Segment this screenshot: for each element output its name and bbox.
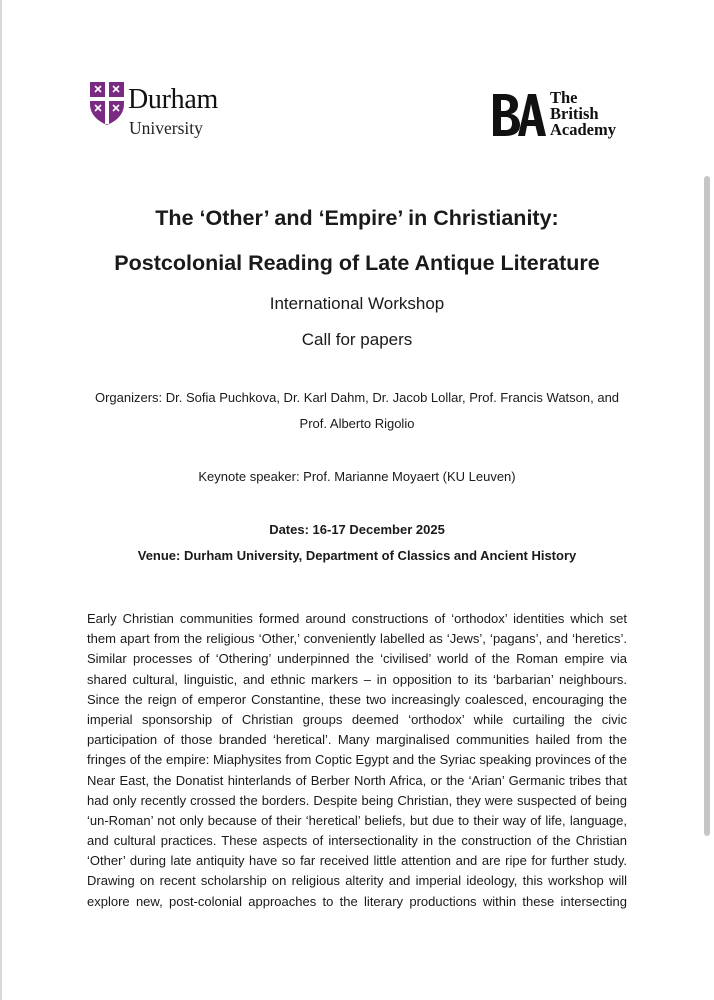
document-title-line2: Postcolonial Reading of Late Antique Literature — [114, 251, 600, 275]
body-line: participation of those branded ‘heretical’. Many marginalised communities hailed from the — [87, 732, 627, 748]
british-academy-logo — [490, 90, 630, 144]
body-line: explore new, post-colonial approaches to the literary productions within these intersecting — [87, 893, 627, 909]
british-academy-line3: Academy — [550, 120, 616, 139]
event-venue: Venue: Durham University, Department of Classics and Ancient History — [137, 548, 577, 563]
body-line: had only recently crossed the borders. Despite being Christian, they were suspected of being — [87, 792, 627, 808]
british-academy-mark-icon — [490, 92, 546, 138]
body-line: shared cultural, linguistic, and ethnic markers – in opposition to its ‘barbarian’ neighbours. — [87, 671, 627, 687]
keynote-speaker: Keynote speaker: Prof. Marianne Moyaert (KU Leuven) — [198, 469, 516, 484]
body-line: Near East, the Donatist hinterlands of Berber North Africa, or the ‘Arian’ Germanic tribes that — [87, 772, 627, 788]
durham-shield-icon — [88, 80, 126, 126]
body-line: imperial sponsorship of Christian groups deemed ‘orthodox’ while curtailing the civic — [87, 711, 627, 727]
durham-logo-name: Durham — [128, 84, 218, 115]
body-line: ‘Other’ during late antiquity have so far received little attention and are ripe for further study. — [87, 853, 627, 869]
event-dates: Dates: 16-17 December 2025 — [269, 522, 445, 537]
body-line: them apart from the religious ‘Other,’ conveniently labelled as ‘Jews’, ‘pagans’, and ‘heretics’. — [87, 631, 627, 647]
british-academy-line1: The — [550, 88, 578, 107]
body-line: ‘un-Roman’ not only because of their ‘heretical’ beliefs, but due to their way of life, language, — [87, 812, 627, 828]
page-edge — [0, 0, 2, 1000]
organizers-line1: Organizers: Dr. Sofia Puchkova, Dr. Karl Dahm, Dr. Jacob Lollar, Prof. Francis Watson, and — [94, 390, 620, 405]
durham-university-logo — [88, 80, 238, 144]
call-for-papers-heading: Call for papers — [301, 330, 413, 349]
body-line: fringes of the empire: Miaphysites from Coptic Egypt and the Syriac speaking provinces of the — [87, 752, 627, 768]
document-title-line1: The ‘Other’ and ‘Empire’ in Christianity: — [155, 206, 559, 230]
body-line: Similar processes of ‘Othering’ underpinned the ‘civilised’ world of the Roman empire via — [87, 651, 627, 667]
organizers-line2: Prof. Alberto Rigolio — [299, 416, 415, 431]
british-academy-line2: British — [550, 104, 599, 123]
body-line: and cultural practices. These aspects of intersectionality in the construction of the Christian — [87, 833, 627, 849]
durham-logo-subtitle: University — [129, 118, 203, 138]
event-type: International Workshop — [269, 294, 445, 313]
body-line: Drawing on recent scholarship on religious alterity and imperial ideology, this workshop will — [87, 873, 627, 889]
body-line: Since the reign of emperor Constantine, these two increasingly coalesced, encouraging the — [87, 691, 627, 707]
body-paragraph — [87, 609, 627, 912]
british-academy-wordmark — [550, 90, 616, 138]
body-line: Early Christian communities formed around constructions of ‘orthodox’ identities which set — [87, 611, 627, 626]
